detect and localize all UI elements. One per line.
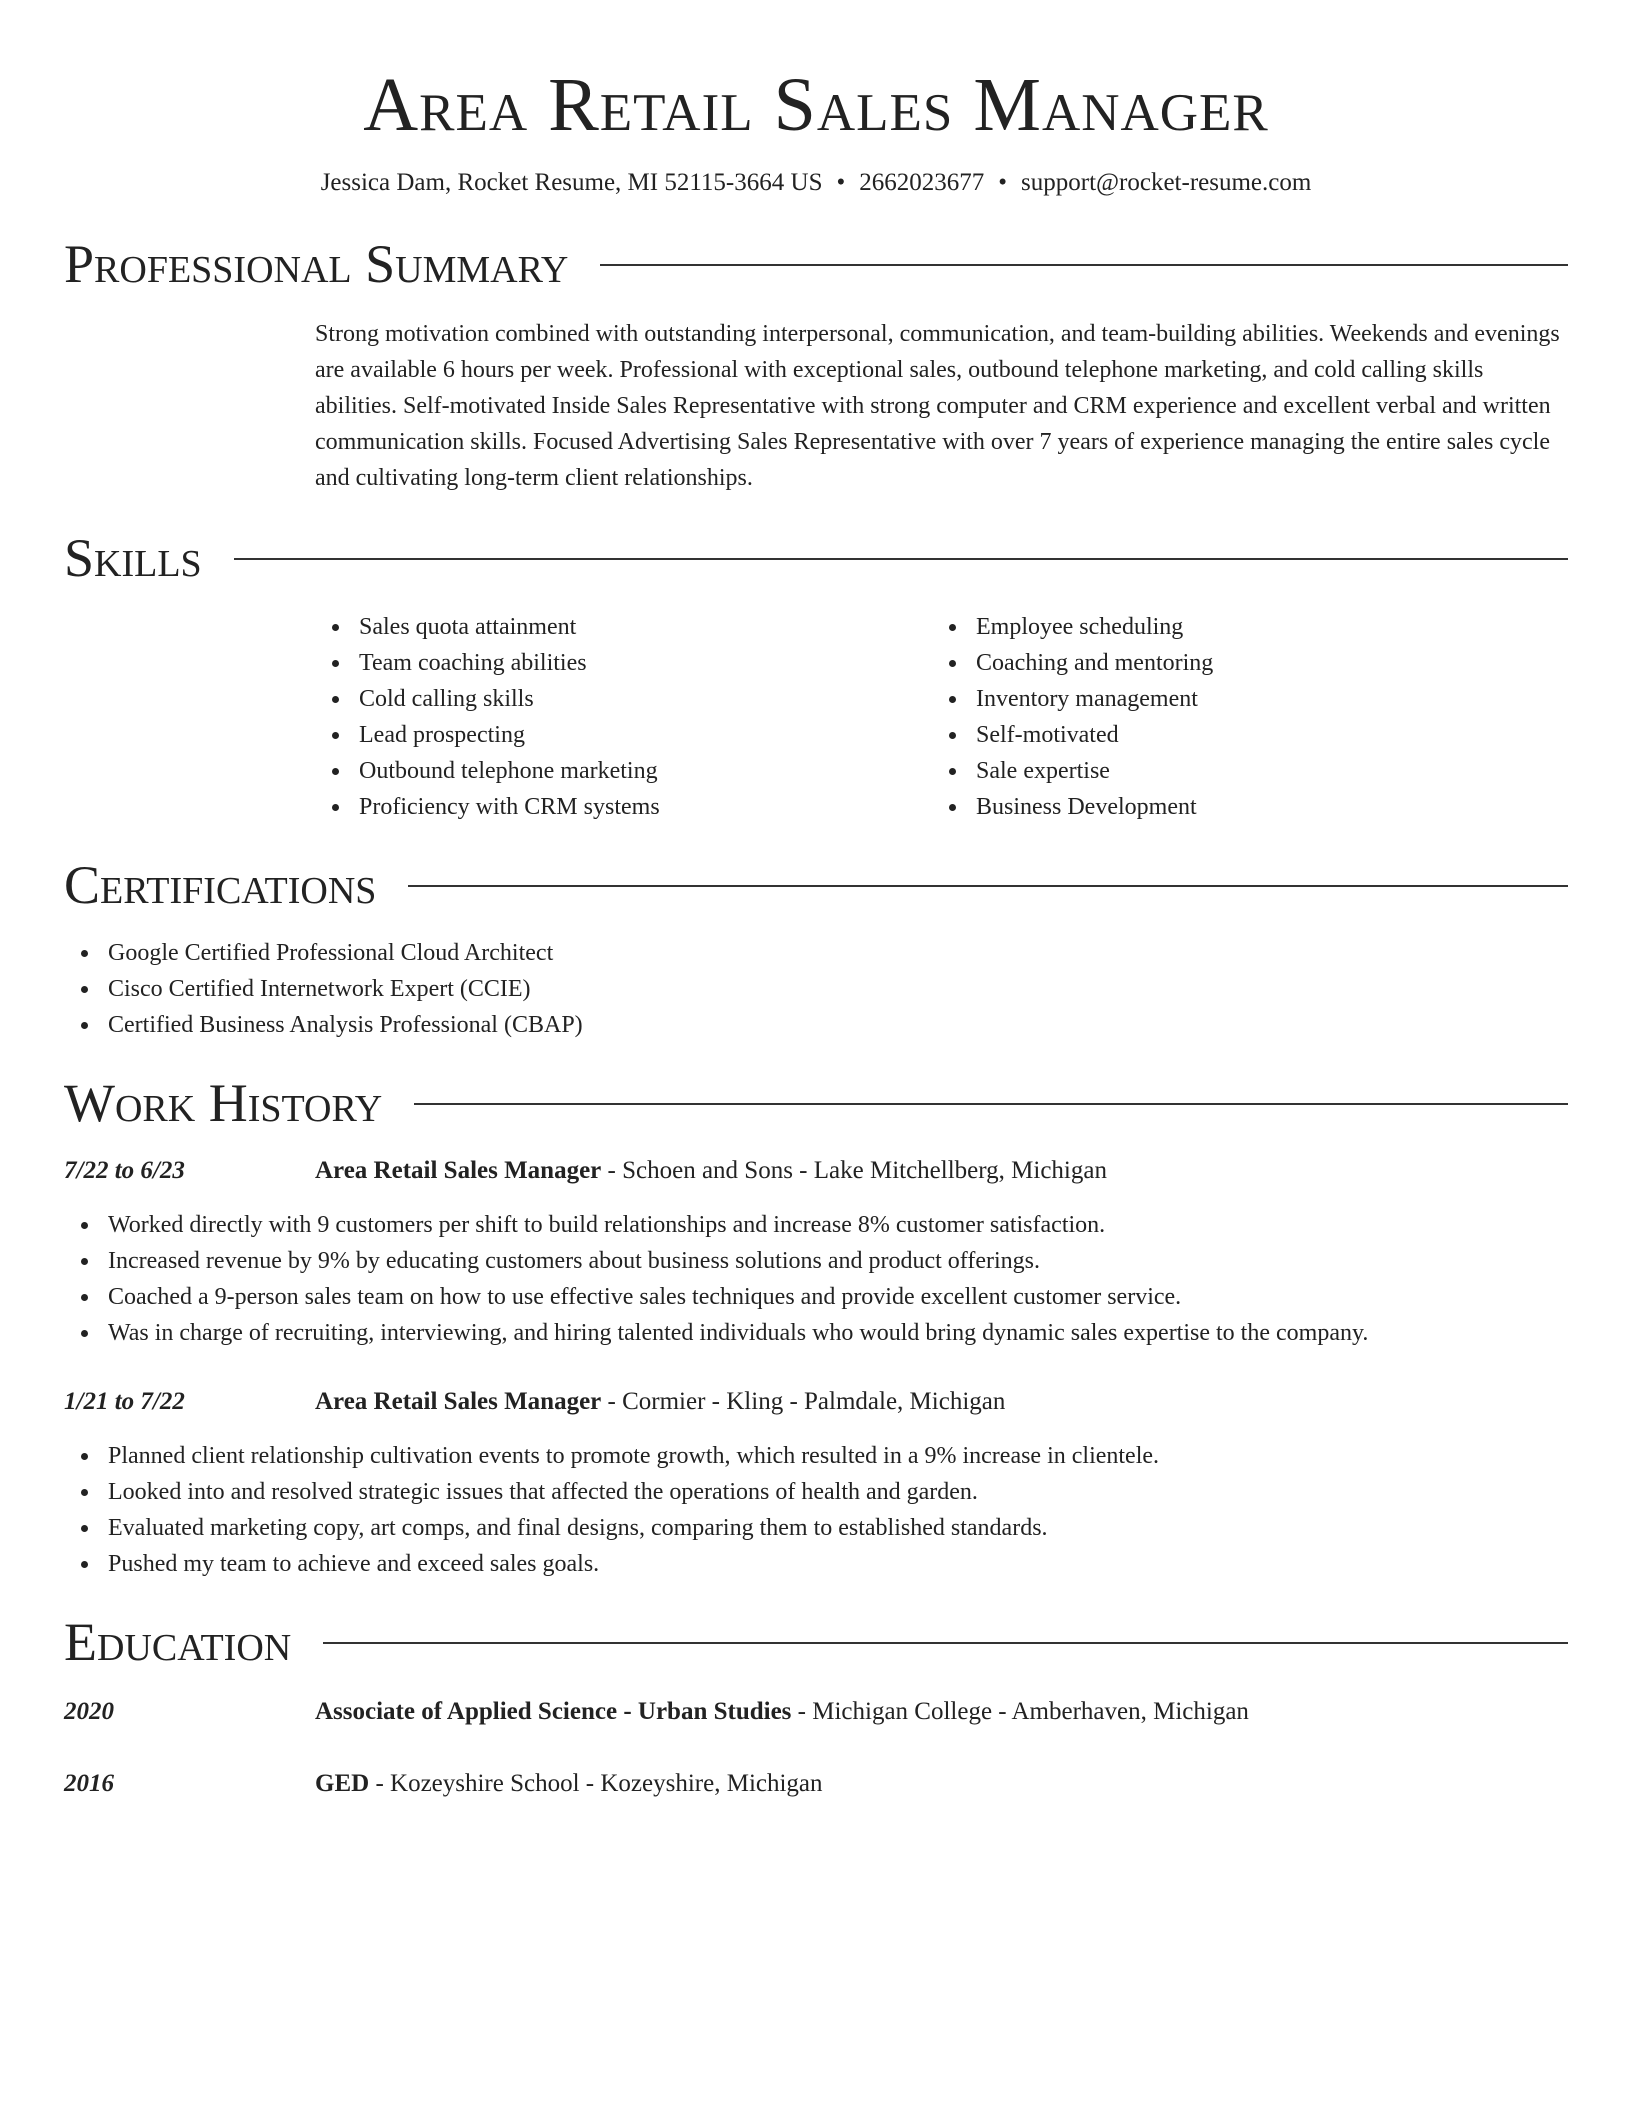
job-employer: - Schoen and Sons - Lake Mitchellberg, Michigan	[601, 1157, 1107, 1184]
job-duties-list	[64, 1438, 1568, 1582]
contact-address: Jessica Dam, Rocket Resume, MI 52115-3664 US	[320, 169, 823, 196]
education-title-line	[315, 1766, 823, 1802]
skill-item: Business Development	[932, 789, 1549, 825]
job-duty: Pushed my team to achieve and exceed sales goals.	[64, 1546, 1568, 1582]
skill-item: Team coaching abilities	[315, 645, 932, 681]
job-duty: Increased revenue by 9% by educating customers about business solutions and product offerings.	[64, 1243, 1568, 1279]
job-date: 1/21 to 7/22	[64, 1388, 185, 1415]
summary-text: Strong motivation combined with outstanding interpersonal, communication, and team-building abilities. Weekends and evenings are available 6 hours per week. Professional with exceptional sales, outbound telephone marketing, and cold calling skills abilities. Self-motivated Inside Sales Representative with strong computer and CRM experience and excellent verbal and written communication skills. Focused Advertising Sales Representative with over 7 years of experience managing the entire sales cycle and cultivating long-term client relationships.	[315, 321, 1560, 491]
summary-heading: Professional Summary	[64, 234, 569, 294]
skills-section-header	[64, 526, 1568, 590]
section-divider	[323, 1642, 1568, 1644]
education-section-header	[64, 1610, 1568, 1674]
work-section-header	[64, 1071, 1568, 1135]
skill-item: Proficiency with CRM systems	[315, 789, 932, 825]
job-header	[64, 1153, 1568, 1189]
job-duty: Evaluated marketing copy, art comps, and final designs, comparing them to established standards.	[64, 1510, 1568, 1546]
contact-separator: •	[836, 169, 846, 196]
education-title-line	[315, 1694, 1249, 1730]
skill-item: Self-motivated	[932, 717, 1549, 753]
certification-item: Cisco Certified Internetwork Expert (CCIE)	[64, 971, 1568, 1007]
skill-item: Lead prospecting	[315, 717, 932, 753]
certification-item: Google Certified Professional Cloud Architect	[64, 935, 1568, 971]
education-school: - Michigan College - Amberhaven, Michigan	[791, 1698, 1249, 1725]
job-duty: Planned client relationship cultivation events to promote growth, which resulted in a 9% increase in clientele.	[64, 1438, 1568, 1474]
section-divider	[414, 1103, 1568, 1105]
job-header	[64, 1384, 1568, 1420]
resume-page	[64, 0, 1568, 1802]
education-date: 2016	[64, 1770, 114, 1797]
section-divider	[600, 264, 1568, 266]
job-entry	[64, 1384, 1568, 1582]
job-title-line	[315, 1384, 1005, 1420]
skill-item: Inventory management	[932, 681, 1549, 717]
job-title: Area Retail Sales Manager	[315, 1388, 602, 1415]
skills-column-right	[932, 609, 1549, 825]
contact-phone: 2662023677	[859, 169, 985, 196]
education-degree: GED	[315, 1770, 370, 1797]
education-date: 2020	[64, 1698, 114, 1725]
contact-line	[64, 166, 1568, 200]
education-degree: Associate of Applied Science - Urban Studies	[315, 1698, 792, 1725]
education-school: - Kozeyshire School - Kozeyshire, Michigan	[369, 1770, 823, 1797]
job-entry	[64, 1153, 1568, 1351]
section-divider	[234, 558, 1568, 560]
job-date: 7/22 to 6/23	[64, 1157, 185, 1184]
section-divider	[408, 885, 1568, 887]
job-title: Area Retail Sales Manager	[315, 1157, 602, 1184]
job-duties-list	[64, 1207, 1568, 1351]
certification-item: Certified Business Analysis Professional (CBAP)	[64, 1007, 1568, 1043]
contact-separator: •	[998, 169, 1008, 196]
certifications-list	[64, 935, 1568, 1043]
job-duty: Coached a 9-person sales team on how to use effective sales techniques and provide excellent customer service.	[64, 1279, 1568, 1315]
certifications-section-header	[64, 853, 1568, 917]
skills-list	[315, 609, 1568, 825]
skill-item: Coaching and mentoring	[932, 645, 1549, 681]
skills-column-left	[315, 609, 932, 825]
resume-title: Area Retail Sales Manager	[363, 63, 1269, 147]
job-duty: Worked directly with 9 customers per shift to build relationships and increase 8% customer satisfaction.	[64, 1207, 1568, 1243]
job-employer: - Cormier - Kling - Palmdale, Michigan	[601, 1388, 1006, 1415]
contact-email[interactable]: support@rocket-resume.com	[1021, 169, 1312, 196]
skill-item: Sale expertise	[932, 753, 1549, 789]
education-entry	[64, 1766, 1568, 1802]
work-heading: Work History	[64, 1073, 383, 1133]
skill-item: Cold calling skills	[315, 681, 932, 717]
job-title-line	[315, 1153, 1107, 1189]
skill-item: Sales quota attainment	[315, 609, 932, 645]
job-duty: Was in charge of recruiting, interviewing, and hiring talented individuals who would bring dynamic sales expertise to the company.	[64, 1315, 1568, 1351]
skills-heading: Skills	[64, 528, 202, 588]
summary-section-header	[64, 232, 1568, 296]
skill-item: Outbound telephone marketing	[315, 753, 932, 789]
education-entry	[64, 1694, 1568, 1730]
skill-item: Employee scheduling	[932, 609, 1549, 645]
job-duty: Looked into and resolved strategic issues that affected the operations of health and garden.	[64, 1474, 1568, 1510]
certifications-heading: Certifications	[64, 855, 377, 915]
education-heading: Education	[64, 1612, 292, 1672]
